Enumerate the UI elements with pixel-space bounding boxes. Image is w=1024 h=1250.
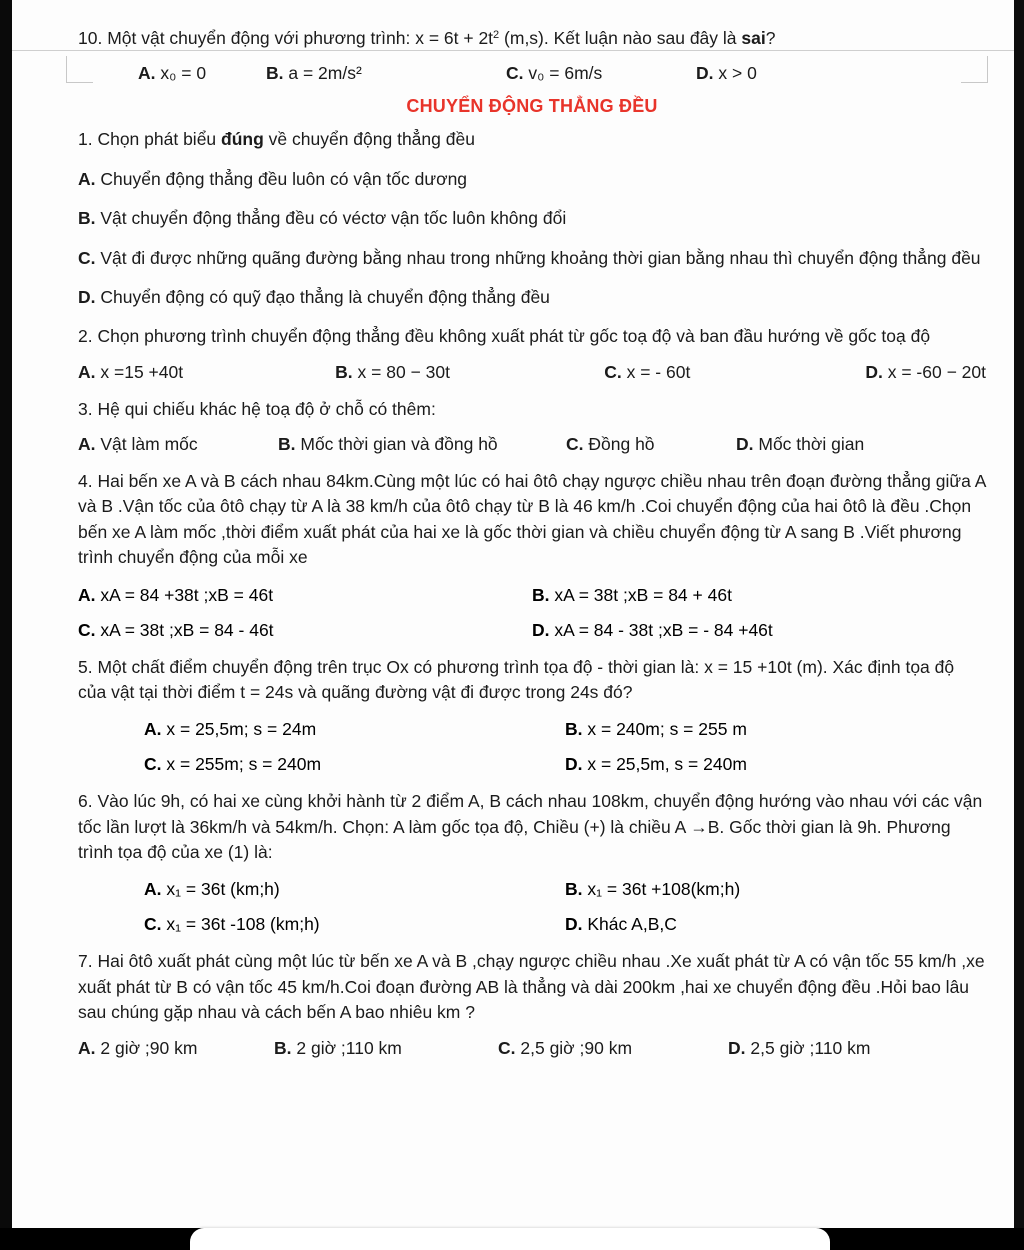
option-3-c-text: Đồng hồ (588, 434, 655, 454)
question-1-text-b: về chuyển động thẳng đều (263, 129, 475, 150)
question-5-options-row-2 (78, 754, 986, 775)
option-3-a[interactable] (78, 434, 278, 455)
option-1-c[interactable] (78, 246, 986, 271)
option-10-a-label: A. (138, 63, 156, 84)
option-7-b-label: B. (274, 1037, 292, 1058)
option-7-b-text: 2 giờ ;110 km (296, 1037, 402, 1058)
option-2-c-label: C. (604, 361, 622, 382)
page-right-edge (1014, 0, 1024, 1250)
scan-divider (12, 50, 1014, 51)
option-1-a-text: Chuyển động thẳng đều luôn có vận tốc dương (100, 168, 468, 189)
option-4-c-text: xA = 38t ;xB = 84 - 46t (100, 619, 274, 640)
section-heading: CHUYỂN ĐỘNG THẲNG ĐỀU (406, 96, 658, 117)
option-1-d-text: Chuyển động có quỹ đạo thẳng là chuyển động thẳng đều (100, 286, 550, 307)
option-4-c-label: C. (78, 619, 96, 640)
bottom-sheet-handle[interactable] (190, 1228, 830, 1250)
option-4-d-text: xA = 84 - 38t ;xB = - 84 +46t (554, 619, 773, 640)
option-2-a-text: x =15 +40t (100, 361, 184, 382)
question-2: 2. Chọn phương trình chuyển động thẳng đều không xuất phát từ gốc toạ độ và ban đầu hướng về gốc toạ độ (78, 326, 931, 347)
question-5-options-row-1 (78, 719, 986, 740)
option-1-c-label: C. (78, 247, 96, 268)
option-10-b[interactable] (266, 63, 506, 84)
option-7-d-label: D. (728, 1037, 746, 1058)
question-1-text-a: 1. Chọn phát biểu (78, 129, 222, 150)
question-1-bold-word: đúng (221, 129, 264, 150)
crop-corner-top-right (961, 56, 988, 83)
question-10-options (78, 63, 986, 84)
option-10-d-text: x > 0 (718, 63, 757, 84)
option-7-a-label: A. (78, 1037, 96, 1058)
option-6-a-label: A. (144, 879, 162, 900)
option-2-b[interactable] (335, 362, 604, 383)
option-5-a[interactable] (144, 719, 565, 740)
option-1-a-label: A. (78, 168, 96, 189)
option-3-a-text: Vật làm mốc (100, 434, 198, 454)
option-3-b[interactable] (278, 434, 566, 455)
option-4-a-text: xA = 84 +38t ;xB = 46t (100, 584, 274, 605)
option-5-a-text: x = 25,5m; s = 24m (166, 719, 317, 740)
option-10-c-text: v₀ = 6m/s (528, 63, 603, 84)
question-4-options-row-1 (78, 585, 986, 606)
question-10-text-prefix: 10. Một vật chuyển động với phương trình: x = 6t + 2t (78, 28, 494, 48)
option-3-c[interactable] (566, 434, 736, 455)
option-2-d-label: D. (865, 361, 883, 382)
option-5-c[interactable] (144, 754, 565, 775)
question-10-text-end: ? (765, 28, 776, 48)
question-2-options (78, 362, 986, 383)
option-6-b-label: B. (565, 879, 583, 900)
question-6-options-row-2 (78, 914, 986, 935)
option-6-c[interactable] (144, 914, 565, 935)
option-6-a[interactable] (144, 879, 565, 900)
option-7-a-text: 2 giờ ;90 km (100, 1037, 198, 1058)
option-1-b-label: B. (78, 208, 96, 229)
option-10-b-label: B. (266, 63, 284, 84)
option-1-d[interactable] (78, 285, 986, 310)
option-4-b-label: B. (532, 584, 550, 605)
question-10 (78, 26, 986, 51)
question-6: 6. Vào lúc 9h, có hai xe cùng khởi hành từ 2 điểm A, B cách nhau 108km, chuyển động hướng vào nhau với các vận tốc lần lượt là 36km/h và 54km/h. Chọn: A làm gốc tọa độ, Chiều (+) là chiều A →B. Gốc thời gian là 9h. Phương trình tọa độ của xe (1) là: (78, 791, 983, 862)
option-5-b[interactable] (565, 719, 986, 740)
option-7-d-text: 2,5 giờ ;110 km (750, 1037, 871, 1058)
option-1-d-label: D. (78, 286, 96, 307)
option-2-a[interactable] (78, 362, 335, 383)
option-5-b-text: x = 240m; s = 255 m (587, 719, 747, 740)
question-10-bold-word: sai (741, 28, 766, 48)
option-6-a-text: x₁ = 36t (km;h) (166, 879, 280, 900)
option-1-b[interactable] (78, 206, 986, 231)
option-2-a-label: A. (78, 361, 96, 382)
option-3-d-text: Mốc thời gian (758, 434, 865, 454)
option-7-a[interactable] (78, 1038, 274, 1059)
option-5-a-label: A. (144, 719, 162, 740)
option-1-a[interactable] (78, 167, 986, 192)
option-4-d-label: D. (532, 619, 550, 640)
page-left-edge (0, 0, 12, 1250)
option-6-d[interactable] (565, 914, 986, 935)
option-5-c-text: x = 255m; s = 240m (166, 754, 322, 775)
option-5-c-label: C. (144, 754, 162, 775)
option-7-c[interactable] (498, 1038, 728, 1059)
option-3-b-label: B. (278, 434, 296, 454)
option-1-c-text: Vật đi được những quãng đường bằng nhau trong những khoảng thời gian bằng nhau thì chuyển động thẳng đều (100, 247, 981, 268)
option-7-b[interactable] (274, 1038, 498, 1059)
question-3: 3. Hệ qui chiếu khác hệ toạ độ ở chỗ có thêm: (78, 398, 436, 419)
document-content (12, 0, 1014, 1250)
option-4-b-text: xA = 38t ;xB = 84 + 46t (554, 584, 732, 605)
question-7-options (78, 1038, 986, 1059)
option-6-d-label: D. (565, 914, 583, 935)
option-4-c[interactable] (78, 620, 532, 641)
option-3-d[interactable] (736, 434, 864, 455)
option-7-c-label: C. (498, 1037, 516, 1058)
option-10-a-text: x₀ = 0 (160, 63, 207, 84)
option-2-b-text: x = 80 − 30t (357, 361, 450, 382)
option-3-a-label: A. (78, 434, 96, 454)
option-4-d[interactable] (532, 620, 986, 641)
option-10-b-text: a = 2m/s² (288, 63, 362, 84)
option-10-a[interactable] (138, 63, 266, 84)
question-7: 7. Hai ôtô xuất phát cùng một lúc từ bến xe A và B ,chạy ngược chiều nhau .Xe xuất phát từ A có vận tốc 55 km/h ,xe xuất phát từ B có vận tốc 45 km/h.Coi đoạn đường AB là thẳng và dài 200km ,hai xe chuyển động đều .Hỏi bao lâu sau chúng gặp nhau và cách bến A bao nhiêu km ? (78, 951, 985, 1023)
option-5-b-label: B. (565, 719, 583, 740)
option-4-a[interactable] (78, 585, 532, 606)
question-4: 4. Hai bến xe A và B cách nhau 84km.Cùng một lúc có hai ôtô chạy ngược chiều nhau trên đoạn đường thẳng giữa A và B .Vận tốc của ôtô chạy từ A là 38 km/h của ôtô chạy từ B là 46 km/h .Coi chuyển động của hai ôtô là đều .Chọn bến xe A làm mốc ,thời điểm xuất phát của hai xe là gốc thời gian và chiều chuyển động từ A sang B .Viết phương trình chuyển động của mỗi xe (78, 471, 986, 568)
question-10-exponent: 2 (493, 29, 500, 41)
option-3-b-text: Mốc thời gian và đồng hồ (300, 434, 498, 454)
question-5: 5. Một chất điểm chuyển động trên trục Ox có phương trình tọa độ - thời gian là: x = 15 +10t (m). Xác định tọa độ của vật tại thời điểm t = 24s và quãng đường vật đi được trong 24s đó? (78, 656, 955, 702)
question-6-options-row-1 (78, 879, 986, 900)
option-2-c-text: x = - 60t (626, 361, 691, 382)
question-3-options (78, 434, 986, 455)
option-3-c-label: C. (566, 434, 584, 454)
option-7-c-text: 2,5 giờ ;90 km (520, 1037, 633, 1058)
question-1 (78, 127, 986, 152)
option-5-d-label: D. (565, 754, 583, 775)
option-4-a-label: A. (78, 584, 96, 605)
option-10-d-label: D. (696, 63, 714, 84)
option-2-b-label: B. (335, 361, 353, 382)
crop-corner-top-left (66, 56, 93, 83)
option-6-b-text: x₁ = 36t +108(km;h) (587, 879, 741, 900)
option-1-b-text: Vật chuyển động thẳng đều có véctơ vận tốc luôn không đổi (100, 208, 567, 229)
option-6-c-label: C. (144, 914, 162, 935)
option-10-d[interactable] (696, 63, 757, 84)
option-7-d[interactable] (728, 1038, 870, 1059)
option-2-c[interactable] (604, 362, 865, 383)
option-5-d-text: x = 25,5m, s = 240m (587, 754, 747, 775)
option-5-d[interactable] (565, 754, 986, 775)
option-10-c[interactable] (506, 63, 696, 84)
question-4-options-row-2 (78, 620, 986, 641)
option-2-d-text: x = -60 − 20t (887, 361, 986, 382)
option-6-c-text: x₁ = 36t -108 (km;h) (166, 914, 320, 935)
option-3-d-label: D. (736, 434, 754, 454)
option-4-b[interactable] (532, 585, 986, 606)
option-6-b[interactable] (565, 879, 986, 900)
option-10-c-label: C. (506, 63, 524, 84)
option-2-d[interactable] (865, 362, 986, 383)
option-6-d-text: Khác A,B,C (587, 914, 677, 935)
question-10-text-suffix: (m,s). Kết luận nào sau đây là (499, 28, 742, 48)
